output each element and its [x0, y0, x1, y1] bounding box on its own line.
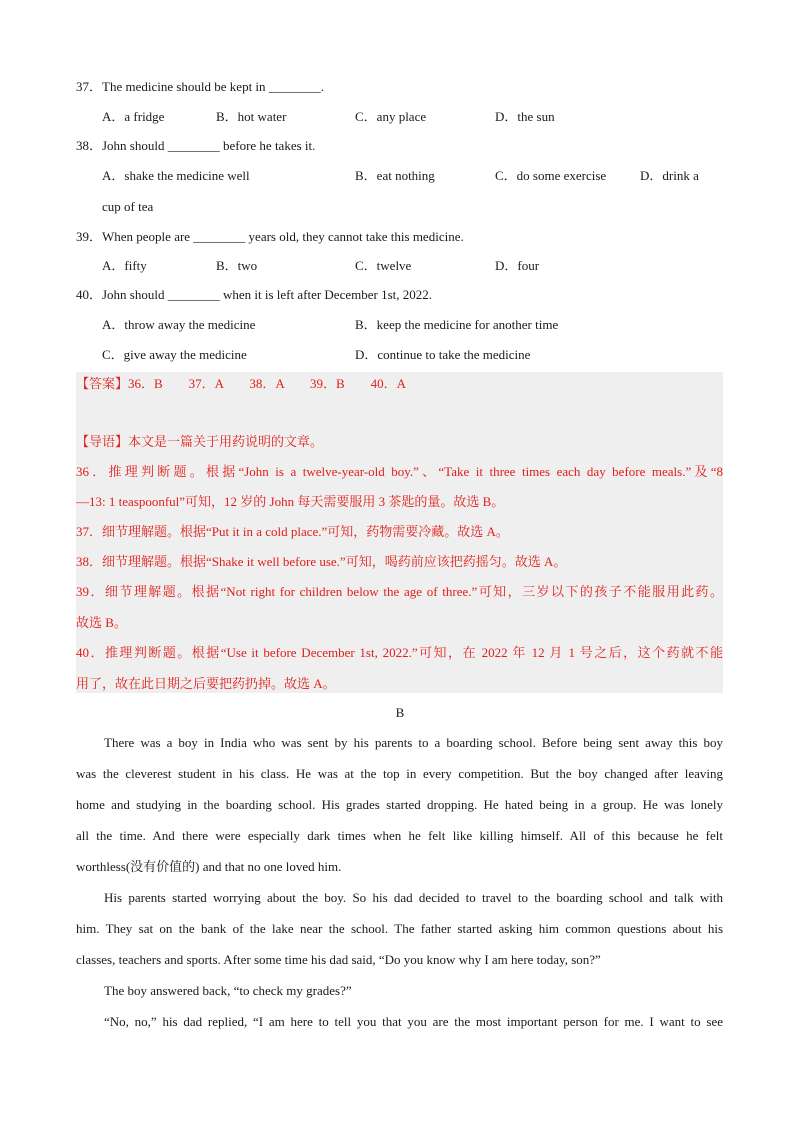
question-40-option-c: C．give away the medicine: [102, 347, 247, 362]
passage-line-6: His parents started worrying about the boy. So his dad decided to travel to the boarding school and talk with: [104, 890, 723, 905]
question-38-stem: 38．John should ________ before he takes it.: [76, 138, 316, 153]
passage-line-9: The boy answered back, “to check my grades?”: [104, 983, 352, 998]
question-40-option-d: D．continue to take the medicine: [355, 347, 531, 362]
question-38-option-c: C．do some exercise: [495, 168, 607, 183]
passage-line-8: classes, teachers and sports. After some time his dad said, “Do you know why I am here today, son?”: [76, 952, 601, 967]
passage-line-4: all the time. And there were especially dark times when he felt like killing himself. All of this because he felt: [76, 828, 723, 843]
question-37-stem: 37．The medicine should be kept in ________.: [76, 79, 325, 94]
explanation-37: 37．细节理解题。根据“Put it in a cold place.”可知，药物需要冷藏。故选 A。: [76, 524, 509, 539]
question-39-option-d: D．four: [495, 258, 540, 273]
question-39-option-b: B．two: [216, 258, 258, 273]
section-heading: B: [395, 705, 405, 720]
passage-line-7: him. They sat on the bank of the lake near the school. The father started asking him common questions about his: [76, 921, 723, 936]
question-38-option-a: A．shake the medicine well: [102, 168, 250, 183]
explanation-39-line-2: 故选 B。: [76, 615, 127, 630]
question-37-option-a: A．a fridge: [102, 109, 165, 124]
question-38-option-d: D．drink a: [640, 168, 699, 183]
question-37-option-b: B．hot water: [216, 109, 287, 124]
question-39-option-a: A．fifty: [102, 258, 147, 273]
explanation-40-line-1: 40．推理判断题。根据“Use it before December 1st, 2022.”可知，在 2022 年 12 月 1 号之后，这个药就不能: [76, 645, 723, 660]
passage-line-5: worthless(没有价值的) and that no one loved him.: [76, 859, 342, 874]
explanation-36-line-2: —13: 1 teaspoonful”可知，12 岁的 John 每天需要服用 3 茶匙的量。故选 B。: [76, 494, 505, 509]
guide-line: 【导语】本文是一篇关于用药说明的文章。: [76, 434, 324, 449]
passage-line-2: was the cleverest student in his class. He was at the top in every competition. But the boy changed after leaving: [76, 766, 723, 781]
question-39-option-c: C．twelve: [355, 258, 412, 273]
passage-line-1: There was a boy in India who was sent by his parents to a boarding school. Before being sent away this boy: [104, 735, 723, 750]
question-40-option-a: A．throw away the medicine: [102, 317, 256, 332]
explanation-36-line-1: 36．推理判断题。根据“John is a twelve-year-old boy.”、“Take it three times each day before meals.”及“8: [76, 464, 723, 479]
answers-line: 【答案】36．B 37．A 38．A 39．B 40．A: [76, 376, 407, 391]
question-37-option-d: D．the sun: [495, 109, 555, 124]
question-38-option-d-continuation: cup of tea: [102, 199, 154, 214]
question-37-option-c: C．any place: [355, 109, 427, 124]
explanation-39-line-1: 39．细节理解题。根据“Not right for children below the age of three.”可知，三岁以下的孩子不能服用此药。: [76, 584, 723, 599]
question-40-option-b: B．keep the medicine for another time: [355, 317, 559, 332]
explanation-38: 38．细节理解题。根据“Shake it well before use.”可知，喝药前应该把药摇匀。故选 A。: [76, 554, 567, 569]
passage-line-10: “No, no,” his dad replied, “I am here to tell you that you are the most important person for me. I want to see: [104, 1014, 723, 1029]
passage-line-3: home and studying in the boarding school. His grades started dropping. He hated being in a group. He was lonely: [76, 797, 723, 812]
question-40-stem: 40．John should ________ when it is left after December 1st, 2022.: [76, 287, 432, 302]
question-38-option-b: B．eat nothing: [355, 168, 435, 183]
question-39-stem: 39．When people are ________ years old, they cannot take this medicine.: [76, 229, 464, 244]
explanation-40-line-2: 用了，故在此日期之后要把药扔掉。故选 A。: [76, 676, 336, 691]
